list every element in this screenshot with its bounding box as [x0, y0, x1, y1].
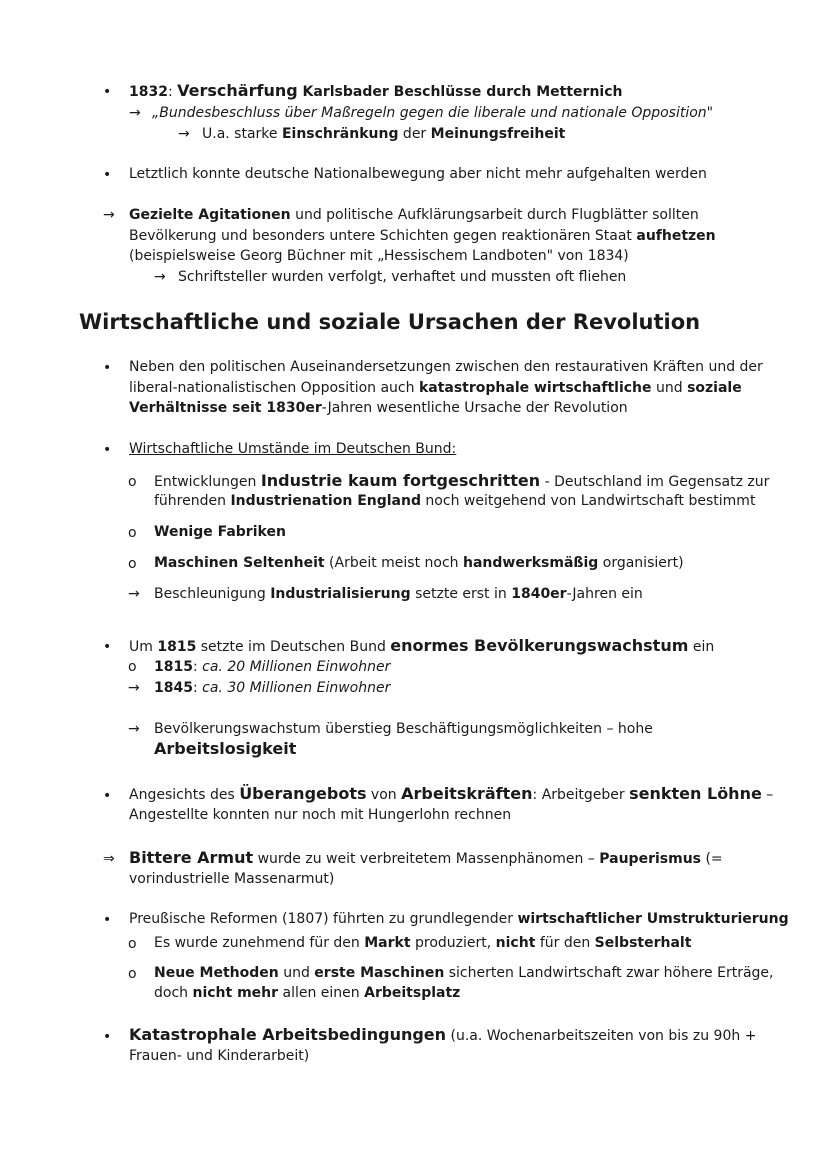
- text-line: Es wurde zunehmend für den Markt produziert, nicht für den Selbsterhalt: [154, 935, 692, 951]
- text-line: doch nicht mehr allen einen Arbeitsplatz: [154, 985, 461, 1001]
- text-line: Verhältnisse seit 1830er-Jahren wesentliche Ursache der Revolution: [129, 400, 628, 416]
- bullet-icon: •: [103, 84, 112, 100]
- arrow-icon: →: [129, 105, 141, 121]
- text-line: Bittere Armut wurde zu weit verbreitetem Massenphänomen – Pauperismus (=: [129, 848, 723, 867]
- text-line: Preußische Reformen (1807) führten zu grundlegender wirtschaftlicher Umstrukturierung: [129, 911, 789, 927]
- arrow-icon: →: [128, 721, 140, 737]
- text-line: Bevölkerungswachstum überstieg Beschäftigungsmöglichkeiten – hohe: [154, 721, 653, 737]
- arrow-icon: →: [178, 126, 190, 142]
- arrow-icon: →: [154, 269, 166, 285]
- bullet-icon: •: [103, 167, 112, 183]
- circle-bullet-icon: o: [128, 556, 137, 572]
- text-line: Beschleunigung Industrialisierung setzte erst in 1840er-Jahren ein: [154, 586, 643, 602]
- text-line: Gezielte Agitationen und politische Aufklärungsarbeit durch Flugblätter sollten: [129, 207, 699, 223]
- text-line: Maschinen Seltenheit (Arbeit meist noch handwerksmäßig organisiert): [154, 555, 684, 571]
- text-line: Letztlich konnte deutsche Nationalbewegung aber nicht mehr aufgehalten werden: [129, 166, 707, 182]
- arrow-icon: →: [128, 680, 140, 696]
- text-line: Angesichts des Überangebots von Arbeitskräften: Arbeitgeber senkten Löhne –: [129, 784, 774, 803]
- text-line: Wenige Fabriken: [154, 524, 286, 540]
- text-line: „Bundesbeschluss über Maßregeln gegen die liberale und nationale Opposition": [152, 105, 714, 121]
- section-heading: Wirtschaftliche und soziale Ursachen der Revolution: [79, 310, 701, 334]
- text-line: Neben den politischen Auseinandersetzungen zwischen den restaurativen Kräften und der: [129, 359, 763, 375]
- subsection-title: Wirtschaftliche Umstände im Deutschen Bund:: [129, 441, 457, 457]
- text-line: 1815: ca. 20 Millionen Einwohner: [154, 659, 391, 675]
- text-line: (beispielsweise Georg Büchner mit „Hessischem Landboten" von 1834): [129, 248, 629, 264]
- bullet-icon: •: [103, 639, 112, 655]
- circle-bullet-icon: o: [128, 474, 137, 490]
- text-line: 1845: ca. 30 Millionen Einwohner: [154, 680, 391, 696]
- text-line: Entwicklungen Industrie kaum fortgeschritten - Deutschland im Gegensatz zur: [154, 471, 770, 490]
- text-line: Frauen- und Kinderarbeit): [129, 1048, 310, 1064]
- bullet-icon: •: [103, 1029, 112, 1045]
- text-line: Neue Methoden und erste Maschinen sicherten Landwirtschaft zwar höhere Erträge,: [154, 965, 774, 981]
- text-line: führenden Industrienation England noch weitgehend von Landwirtschaft bestimmt: [154, 493, 756, 509]
- bullet-icon: •: [103, 360, 112, 376]
- circle-bullet-icon: o: [128, 966, 137, 982]
- double-arrow-icon: ⇒: [103, 851, 115, 867]
- circle-bullet-icon: o: [128, 659, 137, 675]
- text-line: U.a. starke Einschränkung der Meinungsfreiheit: [202, 126, 566, 142]
- text-line: Katastrophale Arbeitsbedingungen (u.a. Wochenarbeitszeiten von bis zu 90h +: [129, 1025, 757, 1044]
- text-line: Arbeitslosigkeit: [154, 739, 297, 758]
- bullet-icon: •: [103, 788, 112, 804]
- bullet-icon: •: [103, 442, 112, 458]
- text-line: 1832: Verschärfung Karlsbader Beschlüsse durch Metternich: [129, 81, 623, 100]
- text-line: Um 1815 setzte im Deutschen Bund enormes Bevölkerungswachstum ein: [129, 636, 715, 655]
- text-line: Angestellte konnten nur noch mit Hungerlohn rechnen: [129, 807, 512, 823]
- arrow-icon: →: [103, 207, 115, 223]
- arrow-icon: →: [128, 586, 140, 602]
- circle-bullet-icon: o: [128, 936, 137, 952]
- text-line: liberal-nationalistischen Opposition auch katastrophale wirtschaftliche und soziale: [129, 380, 742, 396]
- bullet-icon: •: [103, 912, 112, 928]
- text-line: vorindustrielle Massenarmut): [129, 871, 335, 887]
- circle-bullet-icon: o: [128, 525, 137, 541]
- text-line: Bevölkerung und besonders untere Schichten gegen reaktionären Staat aufhetzen: [129, 228, 716, 244]
- text-line: Schriftsteller wurden verfolgt, verhaftet und mussten oft fliehen: [178, 269, 627, 285]
